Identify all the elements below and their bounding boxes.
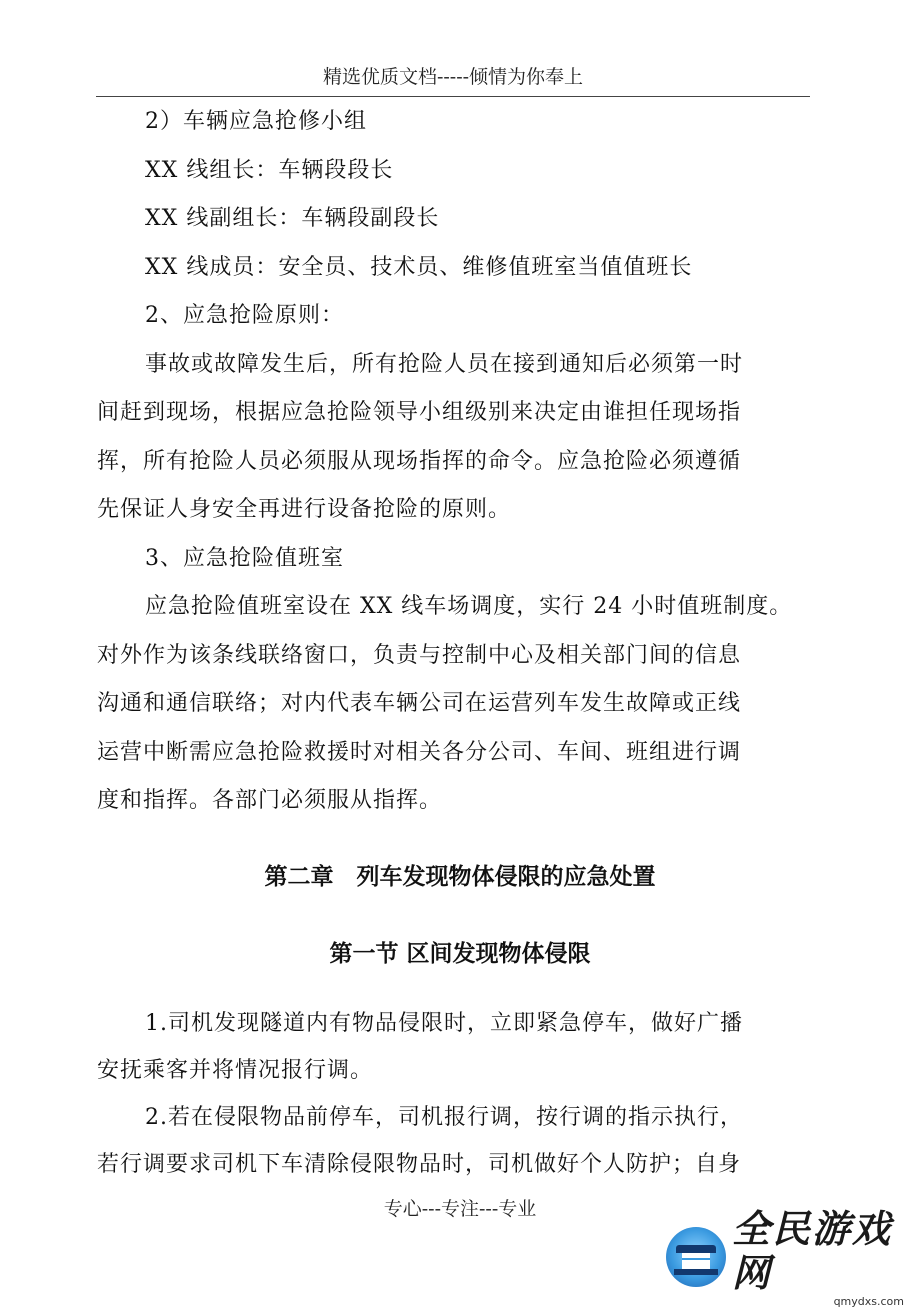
paragraph-line: 事故或故障发生后，所有抢险人员在接到通知后必须第一时 — [145, 351, 744, 377]
paragraph-line: 2）车辆应急抢修小组 — [145, 109, 367, 134]
pavilion-logo-icon — [666, 1227, 726, 1287]
paragraph-line: 若行调要求司机下车清除侵限物品时，司机做好个人防护；自身 — [97, 1152, 742, 1177]
paragraph-line: XX 线成员：安全员、技术员、维修值班室当值值班长 — [145, 254, 693, 280]
paragraph-line: 先保证人身安全再进行设备抢险的原则。 — [97, 497, 512, 522]
paragraph-line: XX 线组长：车辆段段长 — [145, 157, 394, 183]
paragraph-line: 1.司机发现隧道内有物品侵限时，立即紧急停车，做好广播 — [145, 1011, 743, 1036]
header-text: 精选优质文档-----倾情为你奉上 — [322, 66, 584, 88]
paragraph-line: 安抚乘客并将情况报行调。 — [97, 1058, 374, 1083]
footer-text: 专心---专注---专业 — [383, 1198, 537, 1220]
watermark-brand: 全民游戏网 — [732, 1206, 893, 1295]
paragraph-line: 沟通和通信联络；对内代表车辆公司在运营列车发生故障或正线 — [97, 691, 742, 716]
paragraph-line: XX 线副组长：车辆段副段长 — [145, 206, 440, 231]
site-watermark — [666, 1206, 910, 1308]
paragraph-line: 3、应急抢险值班室 — [145, 545, 344, 571]
paragraph-line: 应急抢险值班室设在 XX 线车场调度，实行 24 小时值班制度。 — [145, 594, 793, 619]
paragraph-line: 2.若在侵限物品前停车，司机报行调，按行调的指示执行， — [145, 1105, 743, 1130]
watermark-text — [732, 1207, 910, 1308]
paragraph-line: 挥，所有抢险人员必须服从现场指挥的命令。应急抢险必须遵循 — [97, 448, 742, 474]
paragraph-line: 度和指挥。各部门必须服从指挥。 — [97, 788, 443, 813]
chapter-title: 第二章 列车发现物体侵限的应急处置 — [264, 864, 656, 890]
paragraph-line: 间赶到现场，根据应急抢险领导小组级别来决定由谁担任现场指 — [97, 400, 742, 425]
paragraph-line: 对外作为该条线联络窗口，负责与控制中心及相关部门间的信息 — [97, 642, 742, 668]
watermark-url: qmydxs.com — [833, 1294, 904, 1308]
paragraph-line: 运营中断需应急抢险救援时对相关各分公司、车间、班组进行调 — [97, 739, 742, 765]
page-header — [96, 62, 810, 97]
paragraph-line: 2、应急抢险原则： — [145, 303, 344, 328]
section-title: 第一节 区间发现物体侵限 — [329, 941, 591, 967]
document-body-part2 — [97, 1000, 809, 1188]
document-body-part1 — [97, 98, 809, 826]
